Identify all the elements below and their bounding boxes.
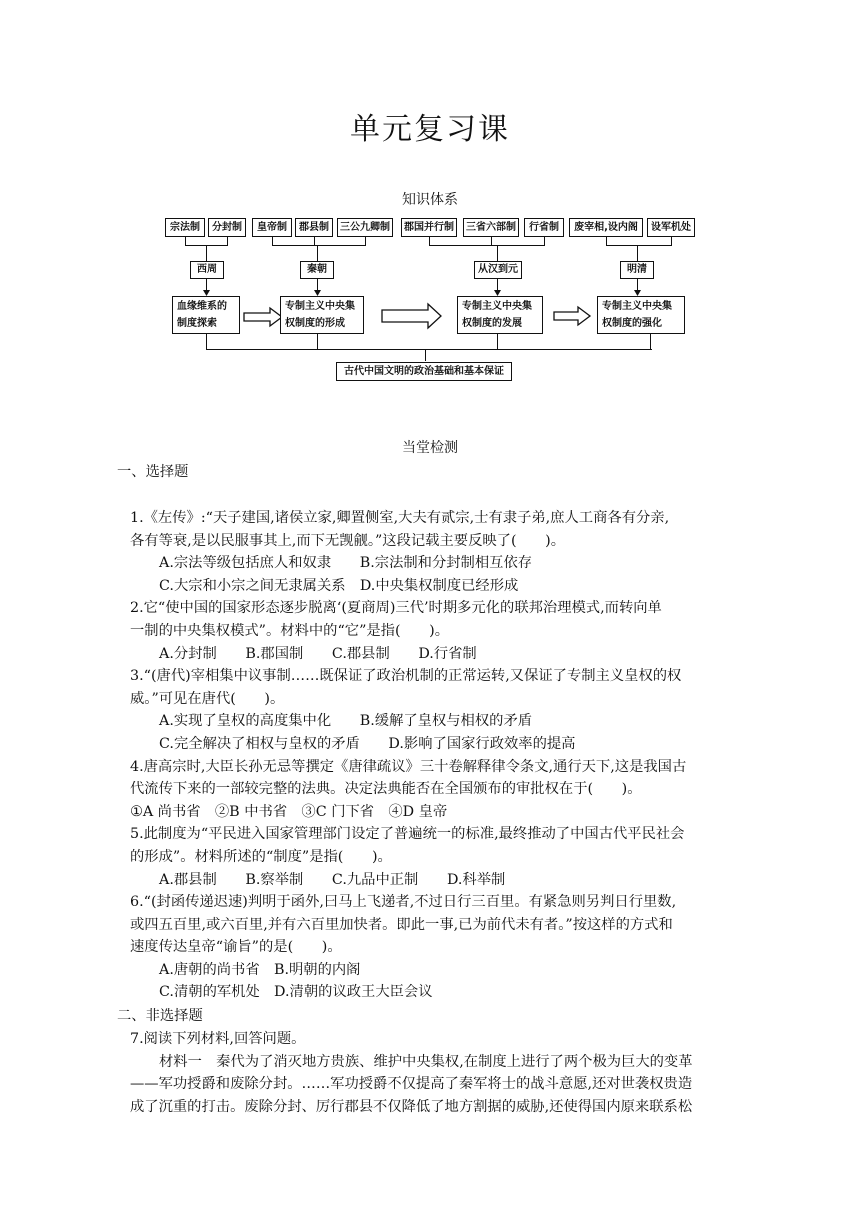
text-line: A.郡县制 B.察举制 C.九品中正制 D.科举制 — [159, 871, 506, 888]
page-title: 单元复习课 — [350, 112, 510, 147]
text-line: A.宗法等级包括庶人和奴隶 B.宗法制和分封制相互依存 — [159, 555, 533, 572]
node-sansheng: 三省六部制 — [463, 218, 519, 237]
part-one-heading: 一、选择题 — [117, 464, 189, 480]
text-line: 2.它“使中国的国家形态逐步脱离‘(夏商周)三代’时期多元化的联邦治理模式,而转向单 — [130, 600, 662, 617]
part-two-heading: 二、非选择题 — [117, 1008, 203, 1024]
diagram-heading: 知识体系 — [402, 192, 458, 208]
node-xingsheng: 行省制 — [524, 218, 564, 237]
node-feizaixiang: 废宰相,设内阁 — [569, 218, 643, 237]
text-line: 3.“(唐代)宰相集中议事制……既保证了政治机制的正常运转,又保证了专制主义皇权的权 — [130, 668, 682, 685]
node-junguo: 郡国并行制 — [401, 218, 457, 237]
node-foundation: 古代中国文明的政治基础和基本保证 — [336, 362, 512, 381]
text-line: ——军功授爵和废除分封。……军功授爵不仅提高了秦军将士的战斗意愿,还对世袭权贵造 — [130, 1076, 693, 1093]
text-line: A.实现了皇权的高度集中化 B.缓解了皇权与相权的矛盾 — [159, 713, 533, 730]
choice-questions — [130, 507, 730, 1004]
section-heading: 当堂检测 — [402, 440, 458, 456]
text-line: 一制的中央集权模式”。材料中的“它”是指( )。 — [130, 622, 450, 639]
text-line: 4.唐高宗时,大臣长孙无忌等撰定《唐律疏议》三十卷解释律令条文,通行天下,这是我国古 — [130, 758, 687, 775]
text-line: 代流传下来的一部较完整的法典。决定法典能否在全国颁布的审批权在于( )。 — [130, 781, 642, 798]
stage-development: 专制主义中央集权制度的发展 — [457, 296, 543, 334]
text-line: 6.“(封函传递迟速)判明于函外,曰马上飞递者,不过日行三百里。有紧急则另判日行里数, — [130, 894, 677, 911]
text-line: 材料一 秦代为了消灭地方贵族、维护中央集权,在制度上进行了两个极为巨大的变革 — [159, 1053, 693, 1070]
node-huangdi: 皇帝制 — [252, 218, 292, 237]
text-line: C.大宗和小宗之间无隶属关系 D.中央集权制度已经形成 — [159, 577, 519, 594]
text-line: 7.阅读下列材料,回答问题。 — [130, 1031, 306, 1047]
node-junxian: 郡县制 — [295, 218, 333, 237]
knowledge-diagram — [160, 212, 705, 390]
era-qin: 秦朝 — [300, 261, 334, 279]
stage-explore: 血缘维系的制度探索 — [172, 296, 240, 334]
era-mingqing: 明清 — [620, 261, 654, 279]
stage-formation: 专制主义中央集权制度的形成 — [280, 296, 364, 334]
text-line: ①A 尚书省 ②B 中书省 ③C 门下省 ④D 皇帝 — [130, 803, 448, 820]
text-line: 速度传达皇帝“谕旨”的是( )。 — [130, 939, 342, 956]
text-line: 成了沉重的打击。废除分封、厉行郡县不仅降低了地方割据的威胁,还使得国内原来联系松 — [130, 1098, 693, 1115]
stage-strengthening: 专制主义中央集权制度的强化 — [597, 296, 685, 334]
text-line: 或四五百里,或六百里,并有六百里加快者。即此一事,已为前代未有者。”按这样的方式和 — [130, 916, 673, 933]
text-line: 威。”可见在唐代( )。 — [130, 690, 285, 707]
node-zongfa: 宗法制 — [165, 218, 205, 237]
text-line: 5.此制度为“平民进入国家管理部门设定了普遍统一的标准,最终推动了中国古代平民社会 — [130, 826, 685, 843]
text-line: C.完全解决了相权与皇权的矛盾 D.影响了国家行政效率的提高 — [159, 735, 576, 752]
era-han-yuan: 从汉到元 — [474, 261, 522, 279]
era-xizhou: 西周 — [190, 261, 224, 279]
text-line: 1.《左传》:“天子建国,诸侯立家,卿置侧室,大夫有贰宗,士有隶子弟,庶人工商各有分亲, — [130, 510, 670, 526]
node-sangong: 三公九卿制 — [337, 218, 393, 237]
text-line: A.分封制 B.郡国制 C.郡县制 D.行省制 — [159, 645, 477, 662]
text-line: A.唐朝的尚书省 B.明朝的内阁 — [159, 961, 361, 978]
text-line: 各有等衰,是以民服事其上,而下无觊觎。”这段记载主要反映了( )。 — [130, 532, 566, 549]
non-choice-questions — [130, 1028, 730, 1118]
node-fenfeng: 分封制 — [208, 218, 246, 237]
node-junjichu: 设军机处 — [647, 218, 695, 237]
text-line: 的形成”。材料所述的“制度”是指( )。 — [130, 848, 392, 865]
text-line: C.清朝的军机处 D.清朝的议政王大臣会议 — [159, 984, 433, 1001]
